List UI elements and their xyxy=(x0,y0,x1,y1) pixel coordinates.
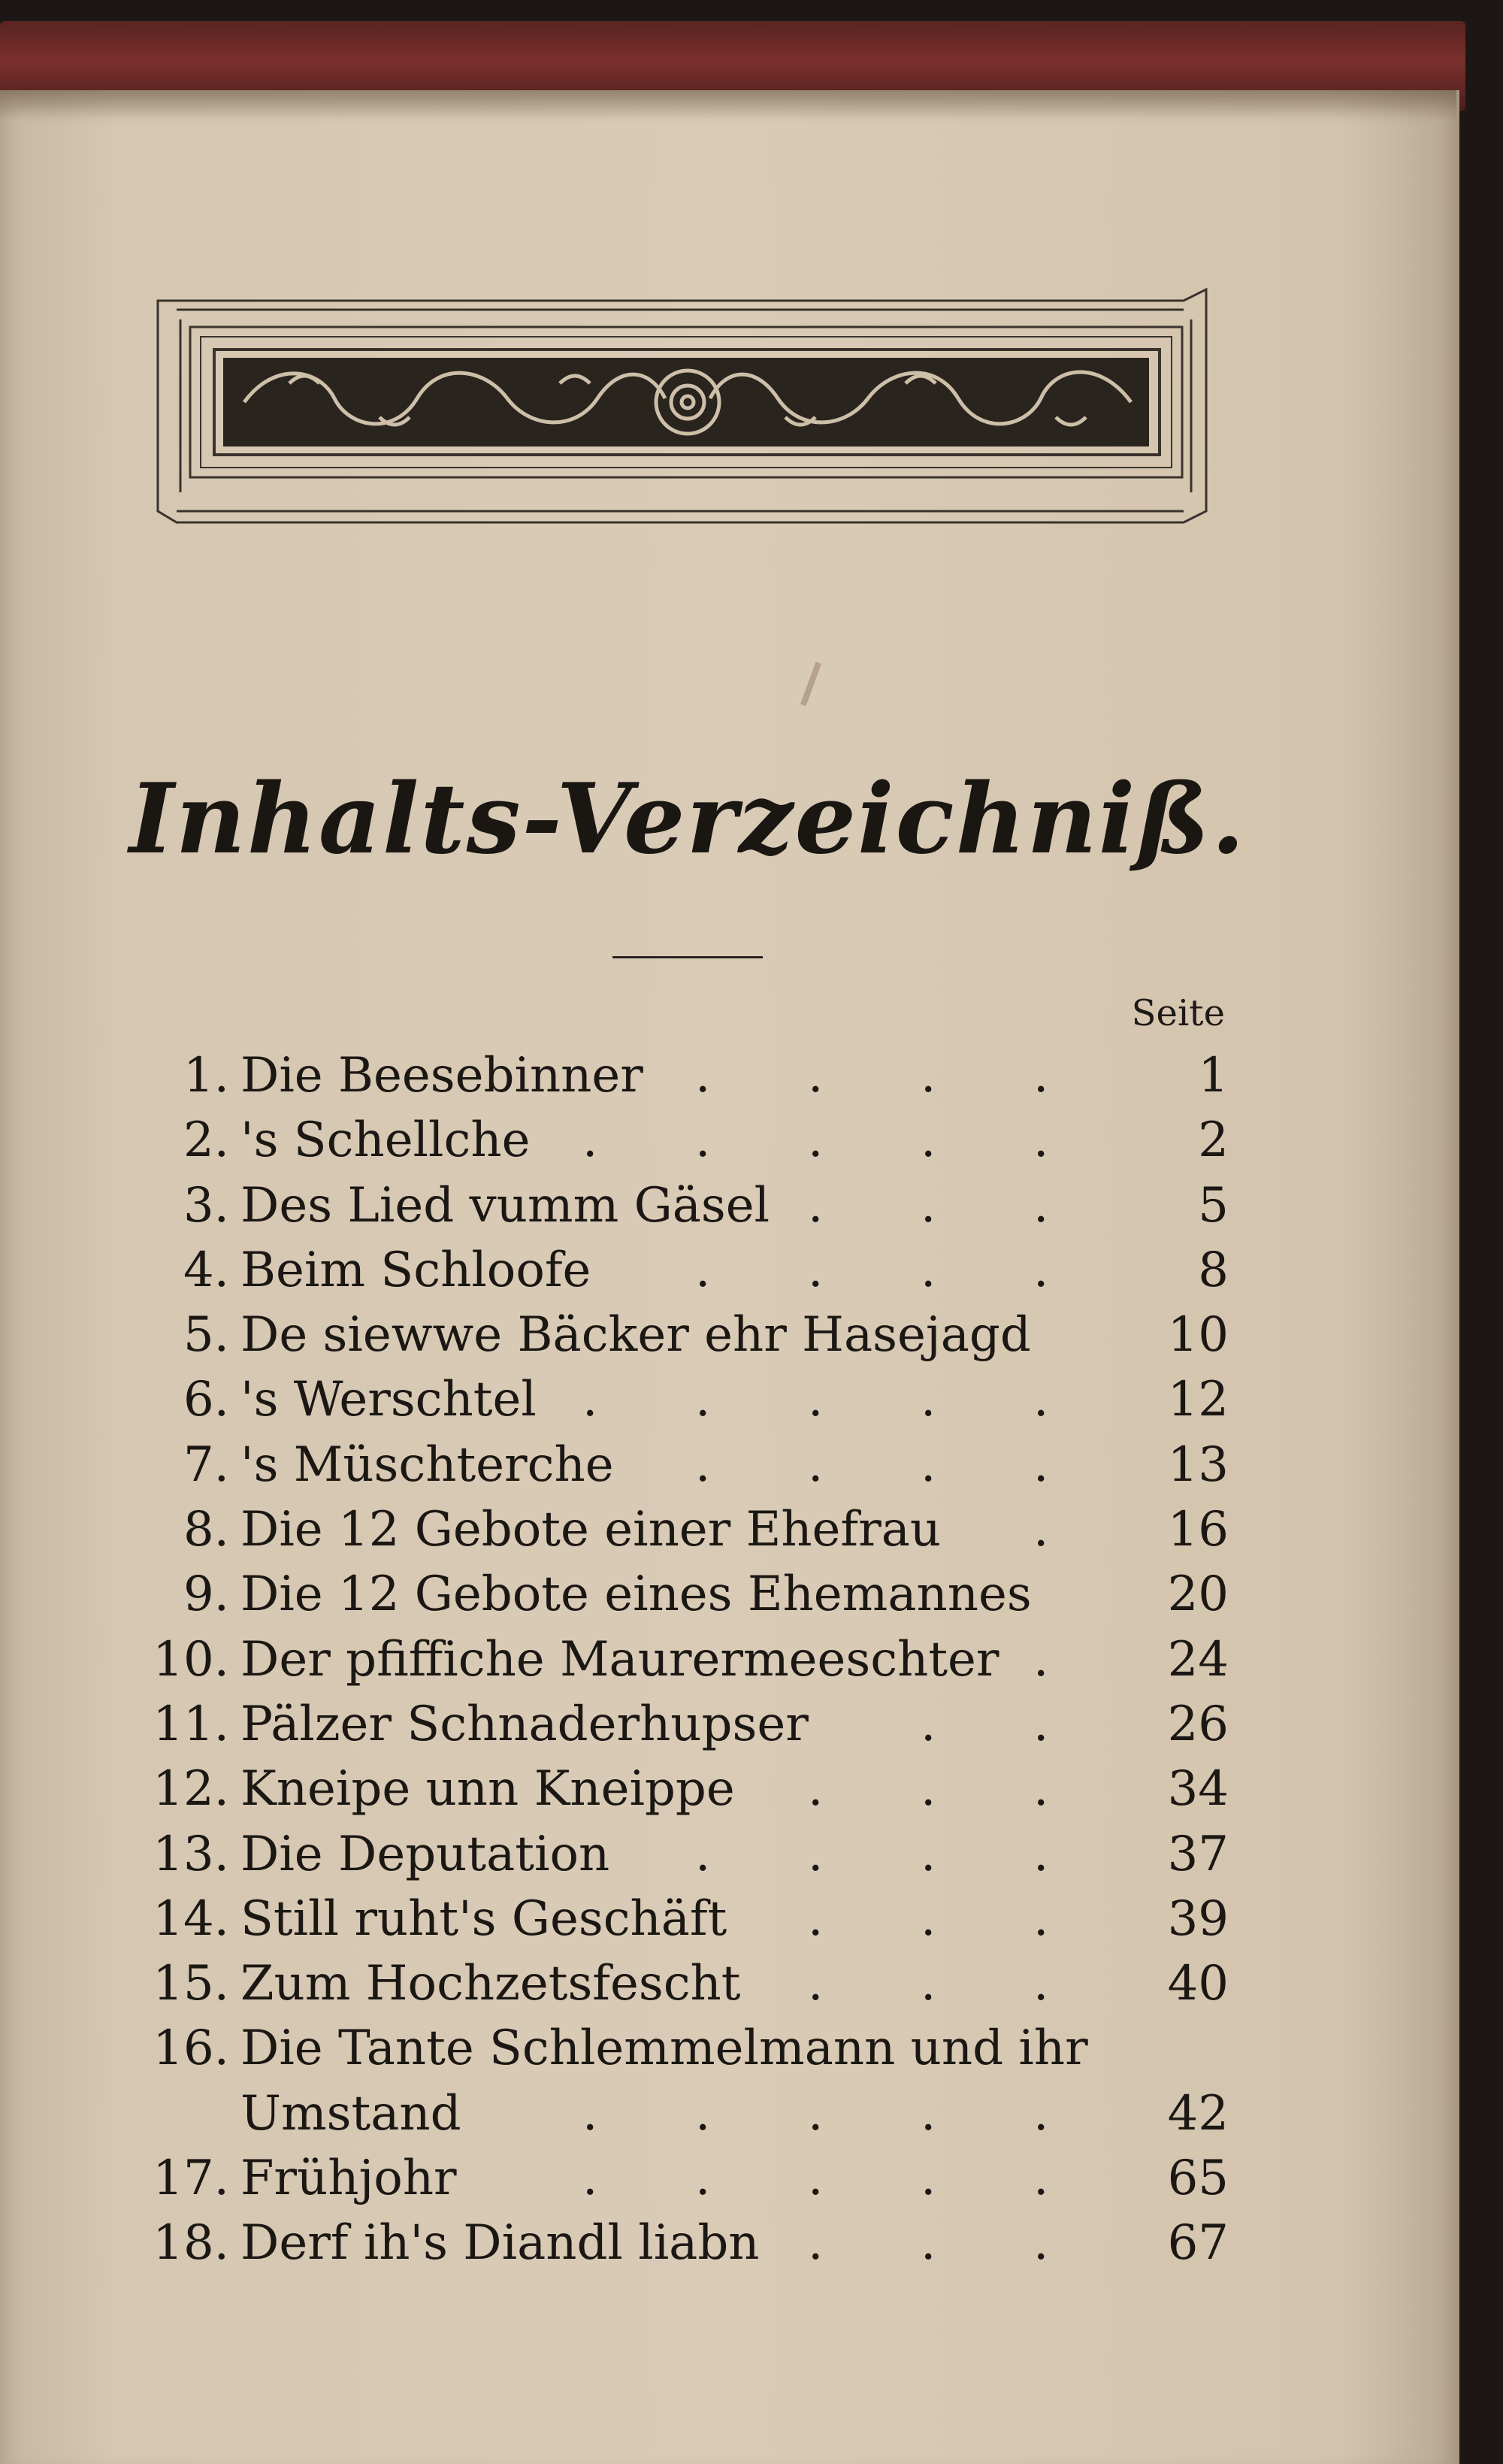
toc-entry: 4. Beim Schloofe . . . . 8 xyxy=(147,1238,1229,1303)
toc-entry-title: 's Werschtel xyxy=(240,1372,537,1428)
toc-entry-title: 's Schellche xyxy=(240,1112,531,1169)
toc-entry: 3. Des Lied vumm Gäsel . . . 5 xyxy=(147,1173,1229,1238)
toc-entry-page: 12 xyxy=(1167,1372,1229,1428)
toc-entry-number: 16. xyxy=(153,2021,229,2077)
page-column-label: Seite xyxy=(1131,992,1225,1034)
toc-entry: 2. 's Schellche . . . . . 2 xyxy=(147,1108,1229,1173)
toc-entry-title: Kneipe unn Kneippe xyxy=(240,1761,735,1818)
toc-entry xyxy=(147,1303,1229,1367)
toc-entry-title: Die Beesebinner xyxy=(240,1048,643,1103)
toc-entry: 13. Die Deputation . . . . 37 xyxy=(147,1822,1229,1887)
toc-entry: 11. Pälzer Schnaderhupser . . 26 xyxy=(147,1692,1229,1757)
toc-entry-number: 14. xyxy=(153,1890,229,1947)
toc-entry: 6. 's Werschtel . . . . . 12 xyxy=(147,1367,1229,1432)
toc-entry-page: 65 xyxy=(1167,2151,1229,2207)
toc-entry-number: 11. xyxy=(153,1696,229,1752)
toc-entry-page: 16 xyxy=(1167,1502,1229,1558)
page-gutter-shadow xyxy=(0,90,1456,120)
toc-entry: 18. Derf ih's Diandl liabn . . . 67 xyxy=(147,2211,1229,2275)
table-of-contents xyxy=(147,1043,1229,2276)
toc-entry: 14. Still ruht's Geschäft . . . 39 xyxy=(147,1887,1229,1951)
toc-entry: 17. Frühjohr . . . . . 65 xyxy=(147,2146,1229,2211)
toc-entry-title: Des Lied vumm Gäsel xyxy=(240,1177,770,1234)
toc-entry-title: Der pfiffiche Maurermeeschter xyxy=(240,1631,999,1688)
toc-entry: 8. Die 12 Gebote einer Ehefrau . 16 xyxy=(147,1497,1229,1562)
toc-entry-page: 34 xyxy=(1167,1761,1229,1818)
toc-entry-title: Umstand xyxy=(240,2085,461,2142)
toc-entry: 15. Zum Hochzetsfescht . . . 40 xyxy=(147,1951,1229,2016)
toc-entry: 12. Kneipe unn Kneippe . . . 34 xyxy=(147,1757,1229,1821)
toc-entry-page: 10 xyxy=(1167,1307,1229,1364)
toc-entry-page: 24 xyxy=(1167,1631,1229,1688)
toc-entry-title: Die Tante Schlemmelmann und ihr xyxy=(240,2021,1088,2077)
toc-entry-number: 13. xyxy=(153,1826,229,1882)
toc-entry-page: 26 xyxy=(1167,1696,1229,1752)
title-divider xyxy=(612,956,763,958)
toc-entry-page: 40 xyxy=(1167,1956,1229,2012)
toc-entry-number: 15. xyxy=(153,1956,229,2012)
toc-entry-number: 2. xyxy=(183,1112,229,1169)
toc-entry-number: 1. xyxy=(183,1048,229,1103)
toc-entry xyxy=(147,2016,1229,2081)
toc-entry-title: Beim Schloofe xyxy=(240,1242,591,1298)
toc-entry-title: Zum Hochzetsfescht xyxy=(240,1956,741,2012)
toc-entry-number: 18. xyxy=(153,2215,229,2272)
toc-entry-title: Derf ih's Diandl liabn xyxy=(240,2215,760,2272)
toc-entry-page: 37 xyxy=(1167,1826,1229,1882)
toc-entry-page: 8 xyxy=(1198,1242,1229,1298)
toc-entry-number: 5. xyxy=(183,1307,229,1364)
toc-entry-title: Frühjohr xyxy=(240,2151,457,2207)
toc-entry-title: Pälzer Schnaderhupser xyxy=(240,1696,809,1752)
toc-entry: 10. Der pfiffiche Maurermeeschter . 24 xyxy=(147,1627,1229,1692)
toc-entry-number: 9. xyxy=(183,1566,229,1623)
toc-entry-number: 3. xyxy=(183,1177,229,1234)
toc-entry: 7. 's Müschterche . . . . 13 xyxy=(147,1433,1229,1497)
toc-entry-title: Die 12 Gebote eines Ehemannes xyxy=(240,1566,1032,1623)
toc-entry: Umstand . . . . . 42 xyxy=(147,2081,1229,2146)
toc-entry-title: Still ruht's Geschäft xyxy=(240,1890,727,1947)
toc-entry-title: De siewwe Bäcker ehr Hasejagd xyxy=(240,1307,1031,1364)
toc-entry-number: 6. xyxy=(183,1372,229,1428)
decorative-header-ornament xyxy=(154,286,1221,526)
toc-entry-number: 8. xyxy=(183,1502,229,1558)
toc-entry-page: 2 xyxy=(1198,1112,1229,1169)
toc-entry-page: 13 xyxy=(1167,1436,1229,1493)
toc-entry-page: 67 xyxy=(1167,2215,1229,2272)
toc-entry-page: 39 xyxy=(1167,1890,1229,1947)
toc-entry-number: 7. xyxy=(183,1436,229,1493)
toc-entry: 1. Die Beesebinner . . . . 1 xyxy=(147,1043,1229,1108)
toc-entry-number: 17. xyxy=(153,2151,229,2207)
toc-entry-number: 12. xyxy=(153,1761,229,1818)
toc-entry-page: 1 xyxy=(1198,1048,1229,1103)
toc-entry-number: 10. xyxy=(153,1631,229,1688)
toc-entry xyxy=(147,1562,1229,1627)
toc-entry-title: Die 12 Gebote einer Ehefrau xyxy=(240,1502,942,1558)
toc-entry-page: 5 xyxy=(1198,1177,1229,1234)
toc-entry-number: 4. xyxy=(183,1242,229,1298)
page-title: Inhalts-Verzeichniß. xyxy=(129,763,1247,876)
toc-entry-page: 42 xyxy=(1167,2085,1229,2142)
toc-entry-title: Die Deputation xyxy=(240,1826,610,1882)
toc-entry-title: 's Müschterche xyxy=(240,1436,614,1493)
toc-entry-page: 20 xyxy=(1167,1566,1229,1623)
